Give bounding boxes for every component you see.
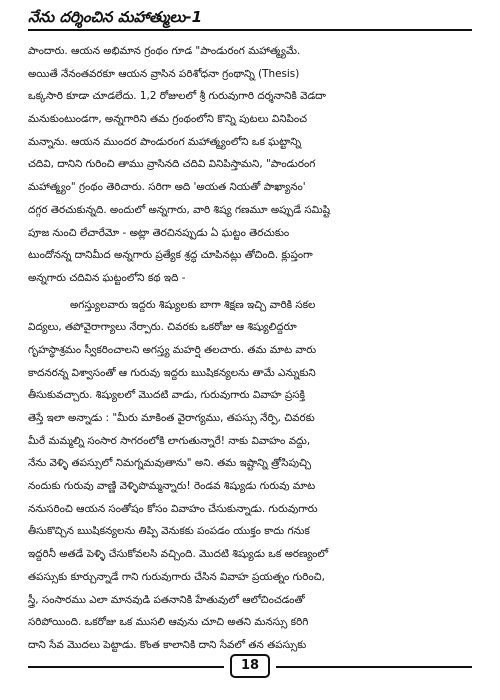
text-line: ఒక్కసారి కూడా చూడలేదు. 1,2 రోజులలో శ్రీ గురువుగారి దర్శనానికి వెడదా bbox=[28, 90, 326, 103]
text-line: చదివి, దానిని గురించి తాము వ్రాసినది చదివి వినిపిస్తామని, "పాండురంగ bbox=[28, 158, 316, 171]
text-line: విద్యలు, తపోవైరాగ్యాలు నేర్పారు. చివరకు ఒకరోజు ఆ శిష్యులిద్దరూ bbox=[28, 321, 297, 334]
footer-rule-left bbox=[28, 666, 224, 668]
text-line: టుందోనన్న దానిమీద అన్నగారు ప్రత్యేక శ్రద్ధ చూపినట్లు తోచింది. క్లుప్తంగా bbox=[28, 249, 313, 262]
paragraph-1 bbox=[28, 40, 472, 290]
text-line: మనుకుంటుండగా, అన్నగారిని తమ గ్రంథంలోని కొన్ని పుటలు వినిపించ bbox=[28, 113, 308, 126]
text-line: తపస్సుకు కూర్చున్నాడే గాని గురువుగారు చేసిన వివాహ ప్రయత్నం గురించి, bbox=[28, 570, 325, 583]
text-line: కాదనరన్న విశ్వాసంతో ఆ గురువు ఇద్దరు ఋషికన్యలను తామే ఎన్నుకుని bbox=[28, 366, 316, 379]
text-line: పూజ నుంచి లేచారేమో - అట్లా తెరచినప్పుడు ఏ ఘట్టం తెరచుకుం bbox=[28, 226, 290, 239]
body-text bbox=[28, 40, 472, 661]
text-line: స్త్రీ, సంసారము ఎలా మానవుడి పతనానికి హేతువులో ఆలోచించడంతో bbox=[28, 593, 305, 606]
text-line: అగస్త్యులవారు ఇద్దరు శిష్యులకు బాగా శిక్షణ ఇచ్చి వారికి సకల bbox=[70, 298, 316, 311]
text-line: తెస్తే ఇలా అన్నాడు : "మీరు మాకింత వైరాగ్యము, తపస్సు నేర్పి, చివరకు bbox=[28, 412, 315, 424]
footer-rule-right bbox=[276, 666, 472, 668]
text-line: నందుకు గురువు వాణ్ణి వెళ్ళిపొమ్మన్నారు! రెండవ శిష్యుడు గురువు మాట bbox=[28, 480, 316, 493]
text-line: దాని సేవ మొదలు పెట్టాడు. కొంత కాలానికి దాని సేవలో తన తపస్సుకు bbox=[28, 638, 307, 651]
text-line: అయితే నేనంతవరకూ ఆయన వ్రాసిన పరిశోధనా గ్రంథాన్ని (Thesis) bbox=[28, 67, 300, 80]
text-line: తీసుకువచ్చారు. శిష్యులలో మొదటి వాడు, గురువుగారు వివాహ ప్రసక్తి bbox=[28, 389, 305, 402]
header-rule bbox=[28, 29, 472, 31]
book-title: నేను దర్శించిన మహాత్ములు-1 bbox=[28, 8, 203, 26]
page-number: 18 bbox=[230, 654, 270, 678]
text-line: తీసుకొచ్చిన ఋషికన్యలను తిప్పి వెనుకకు పంపడం యుక్తం కాదు గనుక bbox=[28, 525, 310, 538]
text-line: ఇద్దరినీ అతడే పెళ్ళి చేసుకోవలసి వచ్చింది. మొదటి శిష్యుడు ఒక అరణ్యంలో bbox=[28, 548, 329, 561]
text-line: సరిపోయింది. ఒకరోజు ఒక ముసలి ఆవును చూచి అతని మనస్సు కరిగి bbox=[28, 616, 309, 629]
text-line: ననుసరించి ఆయన సంతోషం కోసం వివాహం చేసుకున్నాడు. గురువుగారు bbox=[28, 502, 318, 515]
running-header bbox=[28, 6, 472, 32]
text-line: మీరే మమ్మల్ని సంసార సాగరంలోకి లాగుతున్నారే! నాకు వివాహం వద్దు, bbox=[28, 434, 311, 447]
text-line: అన్నగారు చదివిన ఘట్టంలోని కథ ఇది - bbox=[28, 271, 186, 284]
text-line: మన్నాను. ఆయన ముందర పాండురంగ మహాత్మ్యంలోని ఒక ఘట్టాన్ని bbox=[28, 135, 302, 148]
text-line: మహాత్మ్యం" గ్రంథం తెరిచారు. సరిగా అది 'అయత నియతో పాఖ్యానం' bbox=[28, 181, 306, 194]
page-footer bbox=[28, 654, 472, 682]
text-line: నేను వెళ్ళి తపస్సులో నిమగ్నమవుతాను" అని. తమ ఇష్టాన్ని త్రోసిపుచ్చి bbox=[28, 457, 312, 470]
text-line: దగ్గర తెరచుకున్నది. అందులో అన్నగారు, వారి శిష్య గణమూ అప్పుడే సమిష్టి bbox=[28, 203, 331, 216]
paragraph-2 bbox=[28, 294, 472, 657]
text-line: పాందారు. ఆయన అభిమాన గ్రంథం గూడ "పాండురంగ మహాత్మ్యమే. bbox=[28, 45, 301, 57]
text-line: గృహస్థాశ్రమం స్వీకరించాలని అగస్త్య మహర్షి తలచారు. తమ మాట వారు bbox=[28, 343, 317, 356]
